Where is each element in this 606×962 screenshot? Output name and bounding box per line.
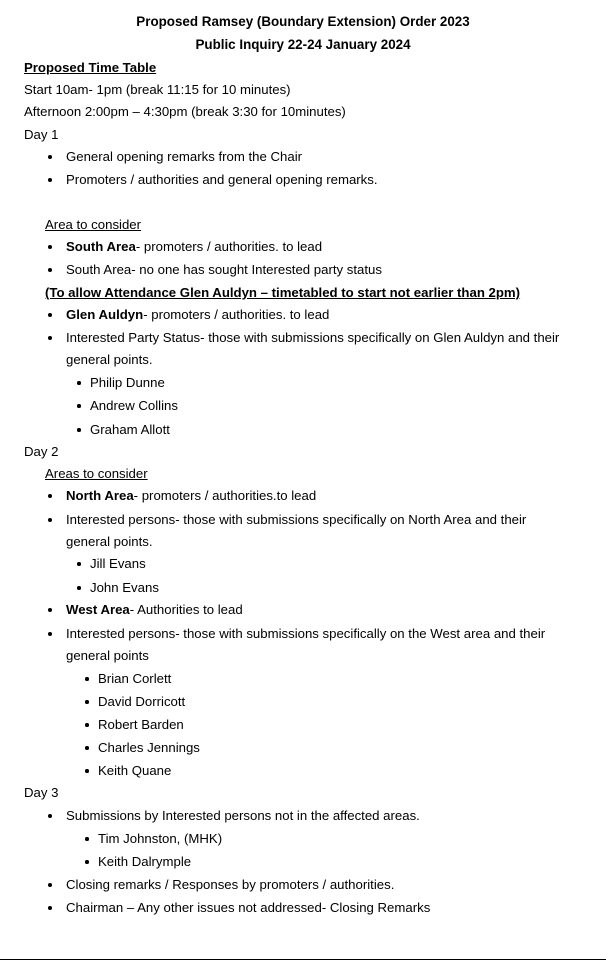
day-2-label: Day 2 xyxy=(24,444,59,459)
bullet-icon xyxy=(77,381,81,385)
day-3-label: Day 3 xyxy=(24,785,59,800)
person-name: Keith Dalrymple xyxy=(98,854,192,869)
document-title: Proposed Ramsey (Boundary Extension) Order 2023 xyxy=(136,14,470,29)
bullet-icon xyxy=(48,494,52,498)
list-item: Closing remarks / Responses by promoters / authorities. xyxy=(66,877,395,892)
person-name: Tim Johnston, (MHK) xyxy=(98,831,223,846)
person-name: Graham Allott xyxy=(90,422,170,437)
day-1-label: Day 1 xyxy=(24,127,59,142)
start-time-line: Start 10am- 1pm (break 11:15 for 10 minutes) xyxy=(24,82,291,97)
list-item: Interested persons- those with submissions specifically on the West area and their xyxy=(66,626,546,641)
bullet-icon xyxy=(48,518,52,522)
list-item: General opening remarks from the Chair xyxy=(66,149,303,164)
bullet-icon xyxy=(85,677,89,681)
bullet-icon xyxy=(48,313,52,317)
west-area-label: West Area xyxy=(66,602,130,617)
bullet-icon xyxy=(85,723,89,727)
glen-auldyn-text: - promoters / authorities. to lead xyxy=(143,307,330,322)
document-subtitle: Public Inquiry 22-24 January 2024 xyxy=(195,37,411,52)
south-area-text: - promoters / authorities. to lead xyxy=(135,239,323,254)
person-name: Philip Dunne xyxy=(90,375,165,390)
north-area-text: - promoters / authorities.to lead xyxy=(133,488,317,503)
bullet-icon xyxy=(85,837,89,841)
north-area-label: North Area xyxy=(66,488,134,503)
glen-auldyn-label: Glen Auldyn xyxy=(66,307,144,322)
person-name: Keith Quane xyxy=(98,763,172,778)
bullet-icon xyxy=(48,178,52,182)
person-name: Jill Evans xyxy=(90,556,146,571)
person-name: John Evans xyxy=(90,580,159,595)
bullet-icon xyxy=(85,746,89,750)
area-heading: Area to consider xyxy=(45,217,142,232)
afternoon-time-line: Afternoon 2:00pm – 4:30pm (break 3:30 for 10minutes) xyxy=(24,104,346,119)
timetable-heading: Proposed Time Table xyxy=(24,60,157,75)
list-item: Chairman – Any other issues not addressed- Closing Remarks xyxy=(66,900,431,915)
list-item-continuation: general points xyxy=(66,648,149,663)
list-item: South Area- no one has sought Interested party status xyxy=(66,262,382,277)
bullet-icon xyxy=(48,268,52,272)
bullet-icon xyxy=(48,608,52,612)
list-item: Submissions by Interested persons not in the affected areas. xyxy=(66,808,420,823)
west-area-text: - Authorities to lead xyxy=(129,602,243,617)
bullet-icon xyxy=(77,404,81,408)
list-item-continuation: general points. xyxy=(66,534,153,549)
list-item: Interested Party Status- those with submissions specifically on Glen Auldyn and their xyxy=(66,330,560,345)
list-item xyxy=(66,308,329,321)
bullet-icon xyxy=(48,883,52,887)
bullet-icon xyxy=(48,632,52,636)
south-area-label: South Area xyxy=(66,239,136,254)
bullet-icon xyxy=(85,769,89,773)
attendance-note: (To allow Attendance Glen Auldyn – timetabled to start not earlier than 2pm) xyxy=(45,285,521,300)
person-name: Andrew Collins xyxy=(90,398,178,413)
list-item: Interested persons- those with submissions specifically on North Area and their xyxy=(66,512,527,527)
page-bottom-rule xyxy=(0,959,606,960)
list-item xyxy=(66,240,322,253)
list-item: Promoters / authorities and general opening remarks. xyxy=(66,172,378,187)
bullet-icon xyxy=(48,336,52,340)
bullet-icon xyxy=(48,155,52,159)
person-name: Robert Barden xyxy=(98,717,184,732)
list-item-continuation: general points. xyxy=(66,352,153,367)
area-heading: Areas to consider xyxy=(45,466,148,481)
bullet-icon xyxy=(77,428,81,432)
list-item xyxy=(66,489,316,502)
list-item xyxy=(66,603,243,616)
bullet-icon xyxy=(77,562,81,566)
bullet-icon xyxy=(85,860,89,864)
person-name: Charles Jennings xyxy=(98,740,200,755)
person-name: David Dorricott xyxy=(98,694,186,709)
bullet-icon xyxy=(48,814,52,818)
bullet-icon xyxy=(77,586,81,590)
bullet-icon xyxy=(85,700,89,704)
bullet-icon xyxy=(48,245,52,249)
person-name: Brian Corlett xyxy=(98,671,172,686)
bullet-icon xyxy=(48,906,52,910)
